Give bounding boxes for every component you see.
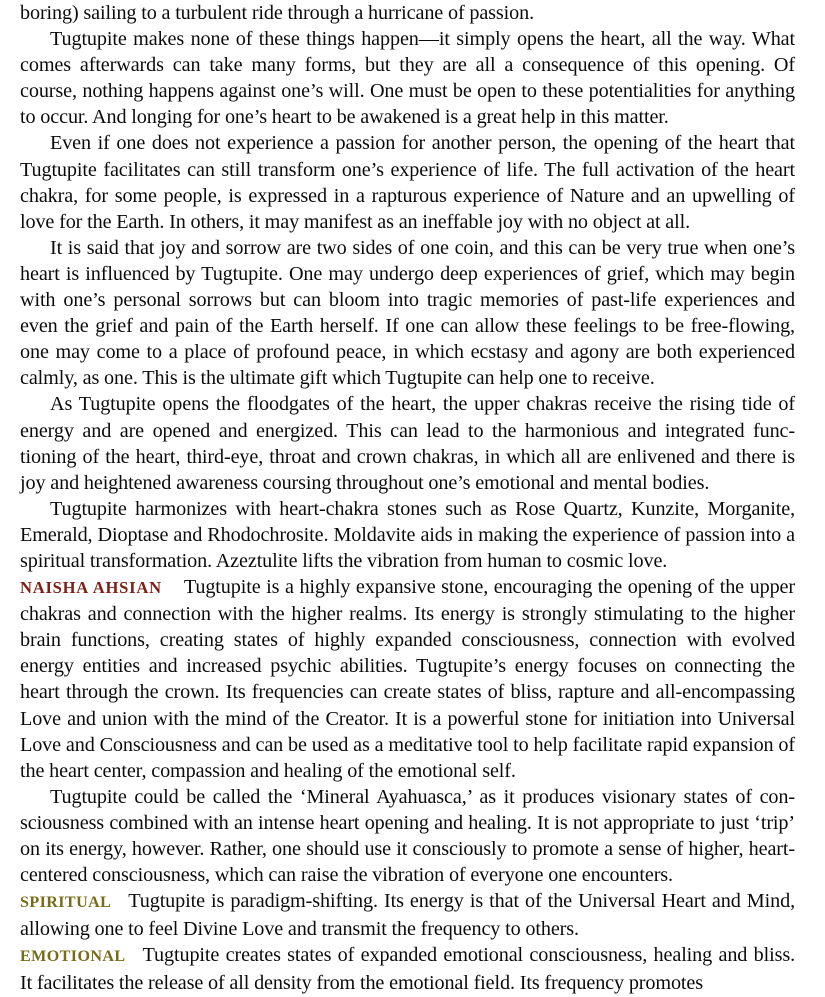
text-column bbox=[20, 0, 795, 997]
section-spiritual bbox=[20, 888, 795, 942]
paragraph-naisha-2: Tugtupite could be called the ‘Mineral Ayahuasca,’ as it produces visionary states of con-sciousness combined with an intense heart opening and healing. It is not appropriate to just ‘trip’ on its energy, however. Rather, one should use it consciously to promote a sense of higher, heart-centered consciousness, which can raise the vibration of everyone one encounters. bbox=[20, 785, 795, 887]
attribution-label-emotional: EMOTIONAL bbox=[20, 948, 126, 966]
paragraph-opens-heart: Tugtupite makes none of these things happen—it simply opens the heart, all the way. What comes afterwards can take many forms, but they are all a consequence of this opening. Of course, nothing happens against one’s will. One must be open to these potentialities for anything to occur. And longing for one’s heart to be awakened is a great help in this matter. bbox=[20, 28, 795, 129]
paragraph-continued-top: boring) sailing to a turbulent ride through a hurricane of passion. bbox=[20, 2, 535, 24]
paragraph-spiritual: Tugtupite is paradigm-shifting. Its energy is that of the Universal Heart and Mind, allowing one to feel Divine Love and transmit the frequency to others. bbox=[20, 890, 795, 941]
paragraph-joy-sorrow: It is said that joy and sorrow are two sides of one coin, and this can be very true when one’s heart is influenced by Tugtupite. One may undergo deep experiences of grief, which may begin with one’s personal sorrows but can bloom into tragic memories of past-life experiences and even the grief and pain of the Earth herself. If one can allow these feelings to be free-flowing, one may come to a place of profound peace, in which ecstasy and agony are both experienced calmly, as one. This is the ultimate gift which Tugtupite can help one to receive. bbox=[20, 236, 795, 390]
paragraph-harmonizes: Tugtupite harmonizes with heart-chakra stones such as Rose Quartz, Kunzite, Morganite, Emerald, Dioptase and Rhodochrosite. Moldavite aids in making the experience of passion into a spiritual transformation. Azeztulite lifts the vibration from human to cosmic love. bbox=[20, 497, 795, 572]
paragraph-floodgates: As Tugtupite opens the floodgates of the heart, the upper chakras receive the rising tide of energy and are opened and energized. This can lead to the harmonious and integrated func-tioning of the heart, third-eye, throat and crown chakras, in which all are enlivened and there is joy and heightened awareness coursing throughout one’s emotional and mental bodies. bbox=[20, 393, 795, 494]
paragraph-naisha-1: Tugtupite is a highly expansive stone, encouraging the opening of the upper chakras and connection with the higher realms. Its energy is strongly stimulating to the higher brain functions, creating states of highly expanded consciousness, connection with evolved energy entities and increased psychic abilities. Tugtupite’s energy focuses on connecting the heart through the crown. Its frequencies can create states of bliss, rapture and all-encompassing Love and union with the mind of the Creator. It is a powerful stone for initiation into Universal Love and Consciousness and can be used as a meditative tool to help facilitate rapid expansion of the heart center, compassion and healing of the emotional self. bbox=[20, 576, 795, 782]
attribution-label-naisha-ahsian: NAISHA AHSIAN bbox=[20, 578, 162, 598]
attribution-label-spiritual: SPIRITUAL bbox=[20, 894, 112, 912]
section-naisha-ahsian bbox=[20, 574, 795, 784]
paragraph-emotional: Tugtupite creates states of expanded emotional consciousness, healing and bliss. It facilitates the release of all density from the emotional field. Its frequency promotes bbox=[20, 944, 795, 995]
paragraph-even-if: Even if one does not experience a passion for another person, the opening of the heart that Tugtupite facilitates can still transform one’s experience of life. The full activation of the heart chakra, for some people, is expressed in a rapturous experience of Nature and an upwelling of love for the Earth. In others, it may manifest as an ineffable joy with no object at all. bbox=[20, 132, 795, 233]
section-emotional bbox=[20, 942, 795, 996]
